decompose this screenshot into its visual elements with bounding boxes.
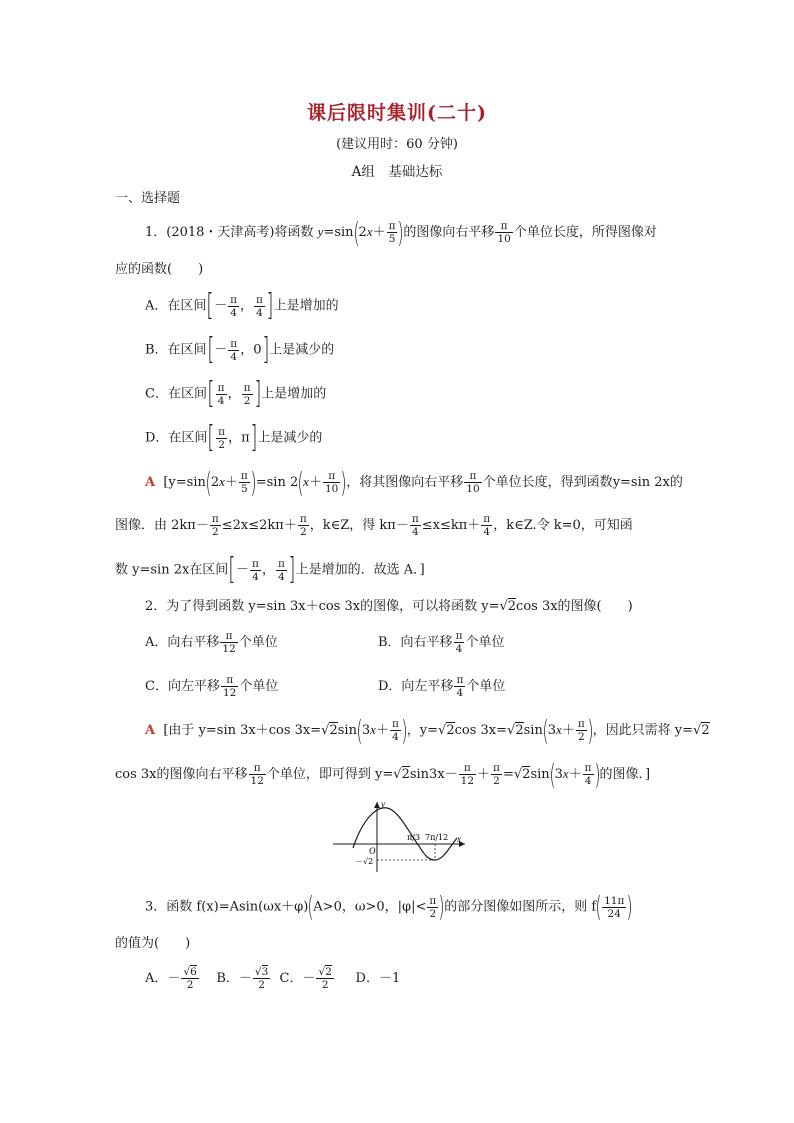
q1-option-a[interactable]: A．在区间[－ $\frac{\pi}{4}$ ， $\frac{\pi}{4}$ ]上是增加的 [145,288,339,323]
y-min-label: －√2 [355,857,374,866]
q3-option-b[interactable]: B．－ $\frac{√3}{2}$ [216,966,269,991]
q1-answer: A [145,475,156,490]
y-axis-arrow [374,802,380,808]
tick-seven-pi-twelfth: 7π/12 [425,833,449,842]
q1-option-d[interactable]: D．在区间[ $\frac{\pi}{2}$ ，π]上是减少的 [145,420,323,455]
group-heading: A组 基础达标 [351,164,443,180]
q1-option-b[interactable]: B．在区间[－ $\frac{\pi}{4}$ ，0]上是减少的 [145,332,335,367]
q2-solution-line1: A [由于 y=sin 3x＋cos 3x=√2sin(3x＋ $\frac{\pi}{4}$ )，y=√2cos 3x=√2sin(3x＋ $\frac{\pi}{2}$ )，因此只需将 y=√2 [145,713,710,747]
origin-label: O [369,846,376,856]
q1-stem-line2: 应的函数( ) [115,262,204,277]
q1-stem: 1．(2018・天津高考)将函数 y=sin(2x＋ $\frac{\pi}{5}$ )的图像向右平移 $\frac{\pi}{10}$ 个单位长度，所得图像对 [145,215,657,249]
q1-solution-line2: 图像．由 2kπ－ $\frac{\pi}{2}$ ≤2x≤2kπ＋ $\frac{\pi}{2}$ ，k∈Z，得 kπ－ $\frac{\pi}{4}$ ≤x≤kπ＋ $\frac{\pi}{4}$ ，k∈Z.令 k=0，可知函 [115,513,633,538]
q2-solution-line2: cos 3x的图像向右平移 $\frac{\pi}{12}$ 个单位，即可得到 y=√2sin3x－ $\frac{\pi}{12}$ ＋ $\frac{\pi}{2}$ =√2sin(3x＋ $\frac{\pi}{4}$ )的图像．] [115,757,651,791]
q3-stem: 3．函数 f(x)=Asin(ωx＋φ)(A>0，ω>0，|φ|< $\frac{\pi}{2}$ )的部分图像如图所示，则 f( $\frac{11\pi}{24}$ ) [145,890,633,923]
tick-pi-third: π/3 [407,833,421,842]
q2-option-d[interactable]: D．向左平移 $\frac{\pi}{4}$ 个单位 [378,674,506,699]
section-heading: 一、选择题 [115,191,181,206]
q2-option-a[interactable]: A．向右平移 $\frac{\pi}{12}$ 个单位 [145,630,278,655]
q3-options [145,965,400,993]
y-axis-label: y [381,799,385,809]
q2-option-b[interactable]: B．向右平移 $\frac{\pi}{4}$ 个单位 [378,630,505,655]
q1-solution-line1: A [y=sin(2x＋ $\frac{\pi}{5}$ )=sin 2(x＋ $\frac{\pi}{10}$ )，将其图像向右平移 $\frac{\pi}{10}$ 个单位长度，得到函数y=sin 2x的 [145,465,683,499]
q3-stem-line2: 的值为( ) [115,936,191,951]
time-note: (建议用时：60 分钟) [336,137,458,152]
q2-stem: 2．为了得到函数 y=sin 3x＋cos 3x的图像，可以将函数 y=√2cos 3x的图像( ) [145,599,633,614]
q1-option-c[interactable]: C．在区间[ $\frac{\pi}{4}$ ， $\frac{\pi}{2}$ ]上是增加的 [145,376,327,411]
sine-graph-figure [325,798,475,876]
q3-option-a[interactable]: A．－ $\frac{√6}{2}$ [145,966,197,991]
x-axis-label: x [457,834,461,844]
q1-solution-line3: 数 y=sin 2x在区间[－ $\frac{\pi}{4}$ ， $\frac{\pi}{4}$ ]上是增加的．故选 A．] [115,552,425,587]
q3-option-d[interactable]: D．－1 [355,971,401,986]
q3-option-c[interactable]: C．－ $\frac{√2}{2}$ [279,966,332,991]
q2-answer: A [145,723,156,738]
q2-option-c[interactable]: C．向左平移 $\frac{\pi}{12}$ 个单位 [145,674,279,699]
page-title: 课后限时集训(二十) [307,102,487,124]
